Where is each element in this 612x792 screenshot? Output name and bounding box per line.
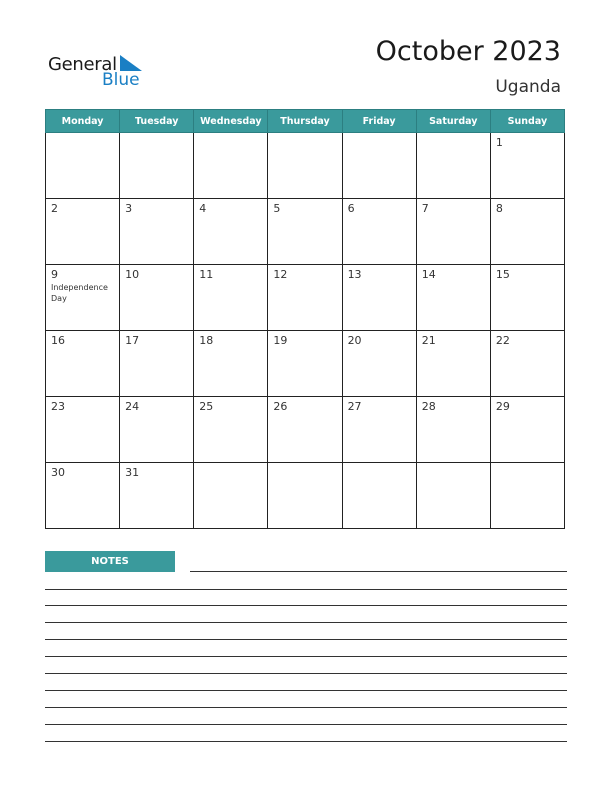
day-cell — [416, 331, 490, 397]
day-number — [268, 133, 341, 136]
day-number: 16 — [51, 334, 65, 347]
day-number: 27 — [347, 400, 362, 413]
weekday-header: Sunday — [490, 110, 564, 133]
note-line — [45, 639, 567, 640]
day-number — [120, 133, 193, 136]
day-cell — [416, 133, 490, 199]
week-row — [46, 199, 565, 265]
day-cell — [416, 463, 490, 529]
day-cell — [416, 397, 490, 463]
country-name: Uganda — [495, 77, 561, 97]
day-number: 21 — [421, 334, 436, 347]
day-number — [46, 133, 119, 136]
note-line — [45, 589, 567, 590]
day-cell — [120, 199, 194, 265]
day-number — [268, 463, 341, 466]
day-number: 19 — [273, 334, 288, 347]
day-cell — [268, 133, 342, 199]
weekday-header: Tuesday — [120, 110, 194, 133]
note-line — [45, 656, 567, 657]
day-number — [194, 133, 267, 136]
day-cell — [490, 331, 564, 397]
logo-text-general: General — [48, 54, 117, 75]
day-number: 7 — [421, 202, 429, 215]
logo-mark-icon — [120, 55, 142, 71]
day-number: 9 — [51, 268, 58, 281]
day-number: 30 — [51, 466, 65, 479]
day-cell — [194, 463, 268, 529]
day-number: 22 — [495, 334, 510, 347]
calendar-grid — [45, 109, 565, 529]
day-cell — [194, 265, 268, 331]
day-number: 10 — [125, 268, 140, 281]
holiday-label: Independence Day — [51, 283, 108, 303]
day-cell — [120, 265, 194, 331]
day-cell — [194, 199, 268, 265]
day-cell — [416, 265, 490, 331]
week-row — [46, 463, 565, 529]
day-number: 28 — [421, 400, 436, 413]
day-number: 2 — [51, 202, 58, 215]
day-number — [343, 133, 416, 136]
day-cell — [120, 463, 194, 529]
day-cell — [342, 331, 416, 397]
day-number: 18 — [199, 334, 214, 347]
day-number: 4 — [199, 202, 207, 215]
notes-header: NOTES — [45, 551, 175, 572]
day-number: 26 — [273, 400, 288, 413]
day-cell — [46, 133, 120, 199]
day-cell — [490, 265, 564, 331]
day-number — [491, 463, 564, 466]
day-number — [194, 463, 267, 466]
day-cell — [46, 199, 120, 265]
weekday-header: Monday — [46, 110, 120, 133]
day-number: 25 — [199, 400, 214, 413]
day-number: 3 — [125, 202, 133, 215]
day-number: 23 — [51, 400, 65, 413]
day-cell — [268, 463, 342, 529]
day-cell — [342, 133, 416, 199]
day-number: 31 — [125, 466, 140, 479]
week-row — [46, 397, 565, 463]
note-line — [45, 707, 567, 708]
weekday-header-row — [46, 110, 565, 133]
note-line — [45, 741, 567, 742]
day-number: 13 — [347, 268, 362, 281]
day-cell — [342, 463, 416, 529]
day-cell — [490, 199, 564, 265]
day-cell — [268, 265, 342, 331]
day-number: 8 — [495, 202, 503, 215]
day-number — [417, 133, 490, 136]
note-line — [45, 605, 567, 606]
weekday-header: Friday — [342, 110, 416, 133]
weekday-header: Saturday — [416, 110, 490, 133]
note-line — [45, 690, 567, 691]
day-cell — [46, 397, 120, 463]
week-row — [46, 133, 565, 199]
day-cell — [342, 199, 416, 265]
day-cell — [46, 331, 120, 397]
day-cell — [342, 397, 416, 463]
day-cell — [46, 265, 120, 331]
day-number: 6 — [347, 202, 355, 215]
day-cell — [120, 331, 194, 397]
day-number: 15 — [495, 268, 510, 281]
day-number — [417, 463, 490, 466]
weekday-header: Wednesday — [194, 110, 268, 133]
day-number: 20 — [347, 334, 362, 347]
day-number: 24 — [125, 400, 140, 413]
day-cell — [194, 133, 268, 199]
day-cell — [416, 199, 490, 265]
logo — [48, 52, 158, 92]
day-cell — [194, 331, 268, 397]
day-cell — [46, 463, 120, 529]
weekday-header: Thursday — [268, 110, 342, 133]
day-number: 29 — [495, 400, 510, 413]
day-cell — [194, 397, 268, 463]
day-number: 11 — [199, 268, 214, 281]
note-line — [190, 571, 567, 572]
day-cell — [342, 265, 416, 331]
day-cell — [490, 397, 564, 463]
week-row — [46, 265, 565, 331]
day-number — [343, 463, 416, 466]
week-row — [46, 331, 565, 397]
day-cell — [268, 331, 342, 397]
note-line — [45, 622, 567, 623]
note-line — [45, 724, 567, 725]
day-number: 1 — [495, 136, 503, 149]
day-cell — [490, 133, 564, 199]
day-cell — [268, 397, 342, 463]
note-line — [45, 673, 567, 674]
day-cell — [268, 199, 342, 265]
day-cell — [120, 397, 194, 463]
logo-text-blue: Blue — [102, 70, 140, 90]
day-number: 17 — [125, 334, 140, 347]
day-number: 5 — [273, 202, 281, 215]
day-cell — [490, 463, 564, 529]
day-number: 14 — [421, 268, 436, 281]
day-number: 12 — [273, 268, 288, 281]
day-cell — [120, 133, 194, 199]
calendar-title: October 2023 — [375, 36, 561, 67]
